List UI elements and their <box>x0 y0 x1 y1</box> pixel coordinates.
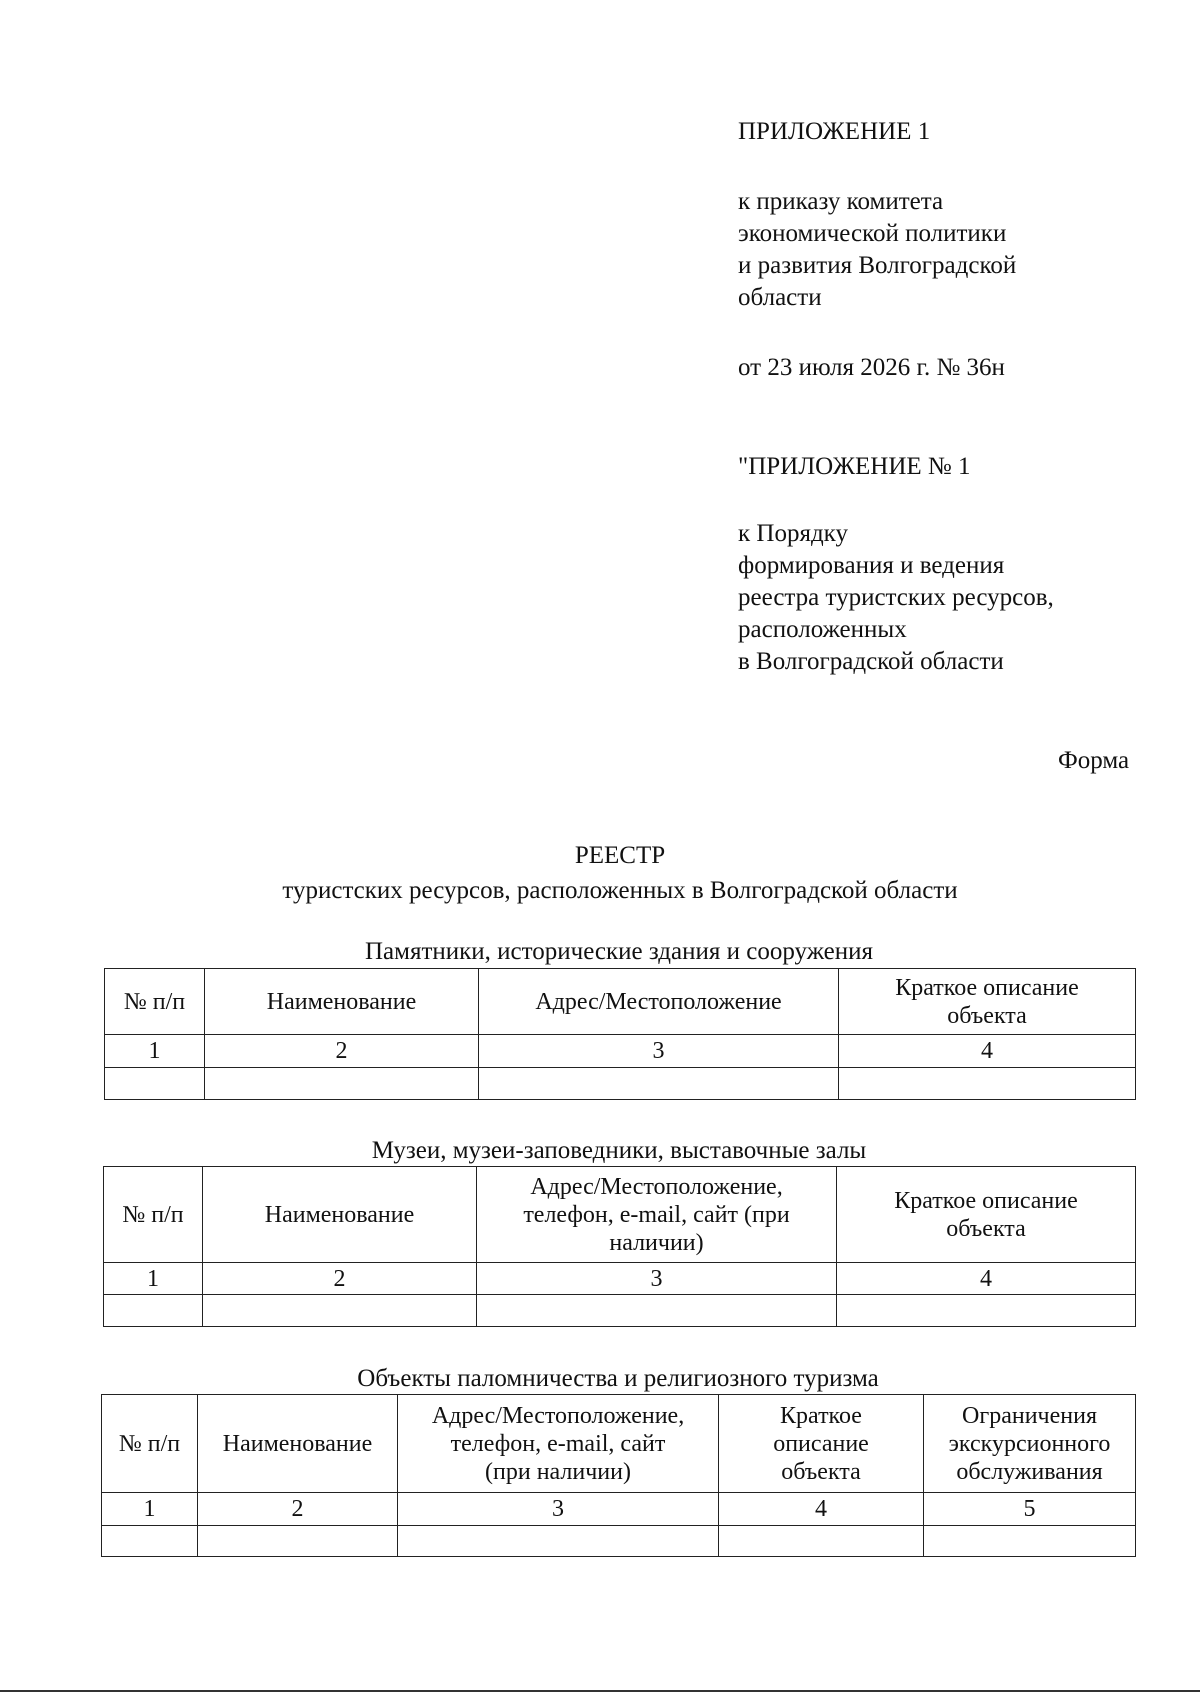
section-title: Памятники, исторические здания и сооружения <box>365 938 873 965</box>
empty-table-row <box>105 1068 1136 1100</box>
order-reference-line: и развития Волгоградской <box>738 252 1017 279</box>
column-header: Краткое описание объекта <box>837 1167 1136 1263</box>
appendix-title: ПРИЛОЖЕНИЕ 1 <box>738 118 931 145</box>
table-cell <box>198 1526 398 1557</box>
order-reference-line: экономической политики <box>738 220 1007 247</box>
table-header-row <box>102 1395 1136 1493</box>
register-subtitle: туристских ресурсов, расположенных в Волгоградской области <box>282 877 958 904</box>
column-header: Ограничения экскурсионного обслуживания <box>924 1395 1136 1493</box>
column-number: 3 <box>477 1263 837 1295</box>
section-title: Музеи, музеи-заповедники, выставочные залы <box>371 1137 867 1164</box>
table-cell <box>102 1526 198 1557</box>
column-number: 1 <box>104 1263 203 1295</box>
column-header: Наименование <box>203 1167 477 1263</box>
register-title: РЕЕСТР <box>574 842 666 869</box>
page-bottom-rule <box>0 1690 1200 1692</box>
column-header: Краткое описание объекта <box>839 969 1136 1035</box>
table-cell <box>839 1068 1136 1100</box>
register-table <box>101 1394 1136 1557</box>
register-table <box>104 968 1136 1100</box>
table-cell <box>205 1068 479 1100</box>
column-header: Наименование <box>198 1395 398 1493</box>
register-heading <box>0 838 1200 908</box>
table-cell <box>398 1526 719 1557</box>
table-cell <box>105 1068 205 1100</box>
order-date: от 23 июля 2026 г. № 36н <box>738 354 1005 381</box>
column-header: № п/п <box>102 1395 198 1493</box>
column-number: 5 <box>924 1493 1136 1526</box>
table-cell <box>719 1526 924 1557</box>
column-header: № п/п <box>105 969 205 1035</box>
procedure-reference-line: к Порядку <box>738 520 848 547</box>
table-header-row <box>104 1167 1136 1263</box>
column-number: 4 <box>839 1035 1136 1068</box>
column-number: 3 <box>398 1493 719 1526</box>
section-title: Объекты паломничества и религиозного туризма <box>357 1365 879 1392</box>
column-header: Адрес/Местоположение <box>479 969 839 1035</box>
order-reference <box>738 186 1016 314</box>
register-table <box>103 1166 1136 1327</box>
procedure-reference-line: расположенных <box>738 616 907 643</box>
column-number: 4 <box>719 1493 924 1526</box>
column-number: 2 <box>203 1263 477 1295</box>
order-reference-line: области <box>738 284 822 311</box>
column-header: Адрес/Местоположение, телефон, e-mail, сайт (при наличии) <box>477 1167 837 1263</box>
empty-table-row <box>104 1295 1136 1327</box>
column-number: 2 <box>205 1035 479 1068</box>
column-number: 1 <box>102 1493 198 1526</box>
column-number: 2 <box>198 1493 398 1526</box>
table-cell <box>837 1295 1136 1327</box>
column-header: Наименование <box>205 969 479 1035</box>
table-cell <box>479 1068 839 1100</box>
empty-table-row <box>102 1526 1136 1557</box>
column-number: 1 <box>105 1035 205 1068</box>
column-number-row <box>105 1035 1136 1068</box>
order-reference-line: к приказу комитета <box>738 188 944 215</box>
table-cell <box>477 1295 837 1327</box>
column-number-row <box>104 1263 1136 1295</box>
column-number-row <box>102 1493 1136 1526</box>
form-label: Форма <box>1058 747 1130 774</box>
procedure-reference-line: реестра туристских ресурсов, <box>738 584 1054 611</box>
column-header: № п/п <box>104 1167 203 1263</box>
procedure-reference-line: в Волгоградской области <box>738 648 1004 675</box>
table-header-row <box>105 969 1136 1035</box>
procedure-reference-line: формирования и ведения <box>738 552 1005 579</box>
procedure-reference <box>738 518 1054 678</box>
table-cell <box>104 1295 203 1327</box>
column-number: 4 <box>837 1263 1136 1295</box>
column-header: Адрес/Местоположение, телефон, e-mail, сайт (при наличии) <box>398 1395 719 1493</box>
table-cell <box>203 1295 477 1327</box>
table-cell <box>924 1526 1136 1557</box>
quoted-appendix-title: "ПРИЛОЖЕНИЕ № 1 <box>738 453 971 480</box>
column-number: 3 <box>479 1035 839 1068</box>
column-header: Краткое описание объекта <box>719 1395 924 1493</box>
